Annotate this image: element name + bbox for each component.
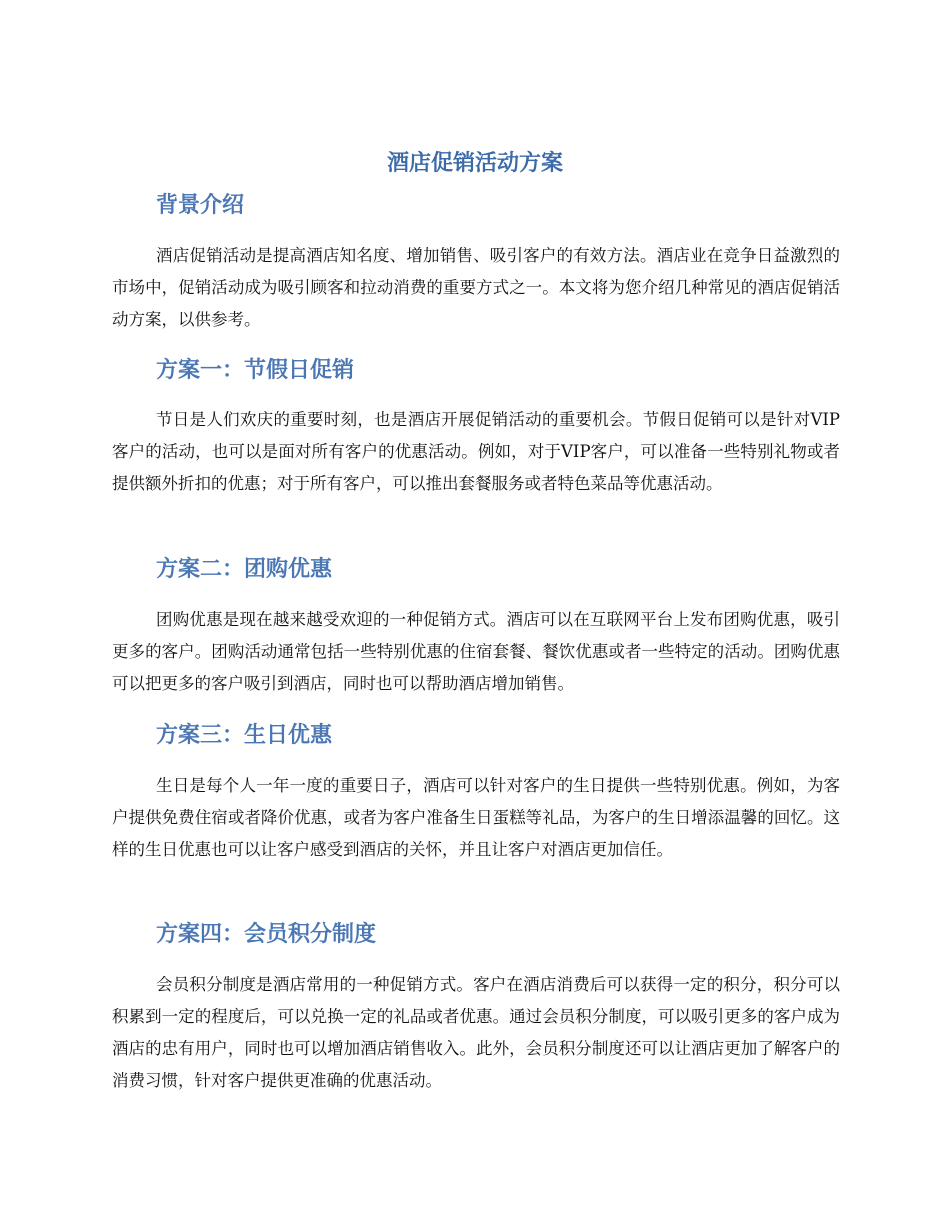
section-paragraph: 酒店促销活动是提高酒店知名度、增加销售、吸引客户的有效方法。酒店业在竞争日益激烈的市场中，促销活动成为吸引顾客和拉动消费的重要方式之一。本文将为您介绍几种常见的酒店促销活动方案，以供参考。 [112, 246, 840, 329]
section-paragraph: 节日是人们欢庆的重要时刻，也是酒店开展促销活动的重要机会。节假日促销可以是针对VIP客户的活动，也可以是面对所有客户的优惠活动。例如，对于VIP客户，可以准备一些特别礼物或者提供额外折扣的优惠；对于所有客户，可以推出套餐服务或者特色菜品等优惠活动。 [112, 410, 840, 493]
section-birthday-offer [112, 720, 840, 866]
section-heading: 背景介绍 [156, 193, 245, 218]
section-holiday-promotion [112, 355, 840, 500]
section-paragraph: 生日是每个人一年一度的重要日子，酒店可以针对客户的生日提供一些特别优惠。例如，为客户提供免费住宿或者降价优惠，或者为客户准备生日蛋糕等礼品，为客户的生日增添温馨的回忆。这样的生日优惠也可以让客户感受到酒店的关怀，并且让客户对酒店更加信任。 [112, 776, 840, 859]
section-heading: 方案一：节假日促销 [156, 358, 355, 383]
section-heading: 方案三：生日优惠 [156, 723, 333, 748]
section-heading: 方案二：团购优惠 [156, 557, 333, 582]
section-membership-points [112, 919, 840, 1097]
document-title: 酒店促销活动方案 [386, 151, 563, 176]
section-paragraph: 会员积分制度是酒店常用的一种促销方式。客户在酒店消费后可以获得一定的积分，积分可以积累到一定的程度后，可以兑换一定的礼品或者优惠。通过会员积分制度，可以吸引更多的客户成为酒店的忠有用户，同时也可以增加酒店销售收入。此外，会员积分制度还可以让酒店更加了解客户的消费习惯，针对客户提供更准确的优惠活动。 [112, 975, 840, 1090]
section-group-buying [112, 554, 840, 700]
section-heading: 方案四：会员积分制度 [156, 922, 377, 947]
section-paragraph: 团购优惠是现在越来越受欢迎的一种促销方式。酒店可以在互联网平台上发布团购优惠，吸引更多的客户。团购活动通常包括一些特别优惠的住宿套餐、餐饮优惠或者一些特定的活动。团购优惠可以把更多的客户吸引到酒店，同时也可以帮助酒店增加销售。 [112, 610, 840, 693]
section-background [112, 190, 840, 336]
